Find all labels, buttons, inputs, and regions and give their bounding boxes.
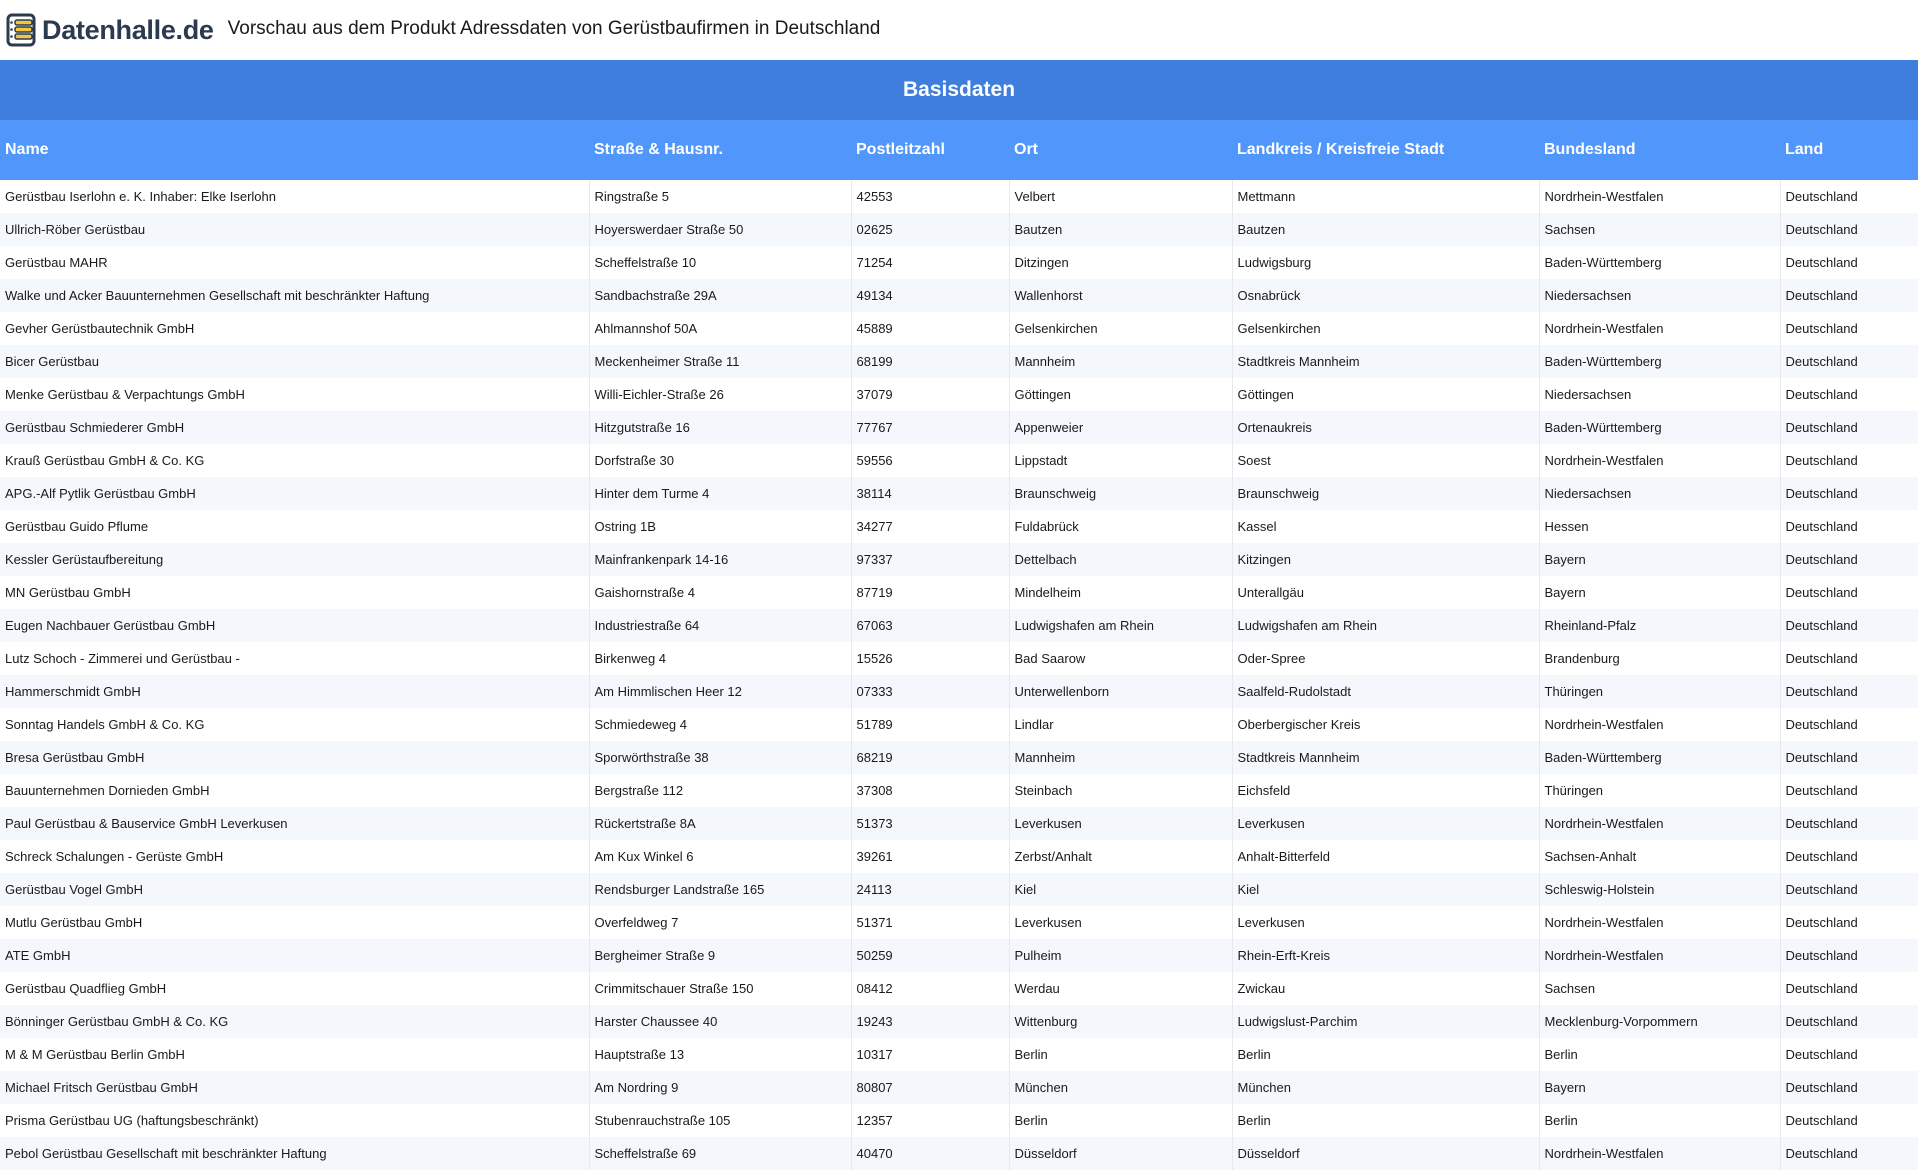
cell-strasse: Hitzgutstraße 16 [589,411,851,444]
cell-land: Deutschland [1780,972,1918,1005]
cell-strasse: Hoyerswerdaer Straße 50 [589,213,851,246]
cell-ort: Appenweier [1009,411,1232,444]
table-body [0,180,1918,1170]
cell-name: Lutz Schoch - Zimmerei und Gerüstbau - [0,642,589,675]
cell-landkreis: Mettmann [1232,180,1539,213]
cell-land: Deutschland [1780,576,1918,609]
table-row [0,1038,1918,1071]
table-row [0,642,1918,675]
cell-land: Deutschland [1780,510,1918,543]
table-row [0,972,1918,1005]
cell-plz: 68219 [851,741,1009,774]
cell-land: Deutschland [1780,1038,1918,1071]
cell-ort: Berlin [1009,1104,1232,1137]
cell-name: Eugen Nachbauer Gerüstbau GmbH [0,609,589,642]
table-row [0,609,1918,642]
cell-landkreis: Kitzingen [1232,543,1539,576]
cell-strasse: Willi-Eichler-Straße 26 [589,378,851,411]
cell-strasse: Industriestraße 64 [589,609,851,642]
cell-landkreis: Ludwigsburg [1232,246,1539,279]
cell-name: Gerüstbau Guido Pflume [0,510,589,543]
cell-landkreis: Osnabrück [1232,279,1539,312]
column-header-land[interactable]: Land [1780,120,1918,180]
cell-land: Deutschland [1780,543,1918,576]
page-title: Vorschau aus dem Produkt Adressdaten von Gerüstbaufirmen in Deutschland [227,18,881,39]
cell-landkreis: Ludwigshafen am Rhein [1232,609,1539,642]
cell-ort: Braunschweig [1009,477,1232,510]
cell-strasse: Scheffelstraße 10 [589,246,851,279]
group-header-row [0,60,1918,120]
table-row [0,213,1918,246]
cell-strasse: Birkenweg 4 [589,642,851,675]
cell-bundesland: Nordrhein-Westfalen [1539,708,1780,741]
cell-strasse: Sandbachstraße 29A [589,279,851,312]
cell-bundesland: Nordrhein-Westfalen [1539,180,1780,213]
cell-ort: Berlin [1009,1038,1232,1071]
cell-landkreis: Düsseldorf [1232,1137,1539,1170]
cell-name: MN Gerüstbau GmbH [0,576,589,609]
column-header-ort[interactable]: Ort [1009,120,1232,180]
cell-ort: Ludwigshafen am Rhein [1009,609,1232,642]
cell-bundesland: Baden-Württemberg [1539,246,1780,279]
cell-name: M & M Gerüstbau Berlin GmbH [0,1038,589,1071]
cell-bundesland: Baden-Württemberg [1539,345,1780,378]
table-row [0,510,1918,543]
table-row [0,1104,1918,1137]
cell-land: Deutschland [1780,477,1918,510]
page-header [0,0,1920,60]
table-row [0,675,1918,708]
cell-strasse: Ostring 1B [589,510,851,543]
cell-plz: 38114 [851,477,1009,510]
cell-bundesland: Hessen [1539,510,1780,543]
cell-plz: 51373 [851,807,1009,840]
cell-plz: 02625 [851,213,1009,246]
cell-bundesland: Sachsen [1539,213,1780,246]
cell-name: Bresa Gerüstbau GmbH [0,741,589,774]
cell-name: Ullrich-Röber Gerüstbau [0,213,589,246]
cell-name: Walke und Acker Bauunternehmen Gesellschaft mit beschränkter Haftung [0,279,589,312]
cell-landkreis: Kassel [1232,510,1539,543]
cell-strasse: Harster Chaussee 40 [589,1005,851,1038]
group-header-basisdaten: Basisdaten [0,60,1918,120]
cell-ort: Zerbst/Anhalt [1009,840,1232,873]
cell-plz: 77767 [851,411,1009,444]
cell-landkreis: Saalfeld-Rudolstadt [1232,675,1539,708]
cell-plz: 87719 [851,576,1009,609]
cell-ort: Leverkusen [1009,807,1232,840]
column-header-name[interactable]: Name [0,120,589,180]
cell-landkreis: Berlin [1232,1104,1539,1137]
cell-land: Deutschland [1780,345,1918,378]
table-row [0,180,1918,213]
table-row [0,1137,1918,1170]
address-table [0,60,1918,1170]
cell-bundesland: Berlin [1539,1104,1780,1137]
cell-landkreis: Oder-Spree [1232,642,1539,675]
table-row [0,411,1918,444]
cell-plz: 19243 [851,1005,1009,1038]
cell-ort: Bautzen [1009,213,1232,246]
cell-bundesland: Thüringen [1539,675,1780,708]
cell-landkreis: Eichsfeld [1232,774,1539,807]
cell-strasse: Ringstraße 5 [589,180,851,213]
cell-name: Bauunternehmen Dornieden GmbH [0,774,589,807]
cell-name: Pebol Gerüstbau Gesellschaft mit beschränkter Haftung [0,1137,589,1170]
cell-bundesland: Sachsen-Anhalt [1539,840,1780,873]
cell-bundesland: Berlin [1539,1038,1780,1071]
cell-plz: 07333 [851,675,1009,708]
cell-strasse: Rendsburger Landstraße 165 [589,873,851,906]
table-row [0,246,1918,279]
cell-ort: Mannheim [1009,741,1232,774]
cell-landkreis: Braunschweig [1232,477,1539,510]
cell-name: Gerüstbau MAHR [0,246,589,279]
cell-land: Deutschland [1780,378,1918,411]
cell-landkreis: Zwickau [1232,972,1539,1005]
cell-landkreis: Göttingen [1232,378,1539,411]
cell-name: Hammerschmidt GmbH [0,675,589,708]
cell-name: Gevher Gerüstbautechnik GmbH [0,312,589,345]
cell-bundesland: Nordrhein-Westfalen [1539,939,1780,972]
cell-ort: Düsseldorf [1009,1137,1232,1170]
cell-strasse: Overfeldweg 7 [589,906,851,939]
column-header-landkreis[interactable]: Landkreis / Kreisfreie Stadt [1232,120,1539,180]
cell-ort: München [1009,1071,1232,1104]
cell-land: Deutschland [1780,906,1918,939]
column-header-row [0,120,1918,180]
cell-strasse: Dorfstraße 30 [589,444,851,477]
cell-ort: Werdau [1009,972,1232,1005]
table-row [0,477,1918,510]
cell-plz: 34277 [851,510,1009,543]
cell-plz: 51371 [851,906,1009,939]
cell-land: Deutschland [1780,609,1918,642]
cell-name: Sonntag Handels GmbH & Co. KG [0,708,589,741]
cell-ort: Kiel [1009,873,1232,906]
cell-bundesland: Bayern [1539,543,1780,576]
table-row [0,444,1918,477]
cell-plz: 80807 [851,1071,1009,1104]
cell-ort: Ditzingen [1009,246,1232,279]
table-row [0,939,1918,972]
cell-ort: Lippstadt [1009,444,1232,477]
table-row [0,708,1918,741]
cell-bundesland: Brandenburg [1539,642,1780,675]
table-row [0,873,1918,906]
table-row [0,543,1918,576]
cell-bundesland: Baden-Württemberg [1539,741,1780,774]
cell-strasse: Hauptstraße 13 [589,1038,851,1071]
cell-ort: Wallenhorst [1009,279,1232,312]
cell-name: Gerüstbau Quadflieg GmbH [0,972,589,1005]
table-row [0,840,1918,873]
cell-strasse: Am Nordring 9 [589,1071,851,1104]
cell-bundesland: Sachsen [1539,972,1780,1005]
cell-bundesland: Nordrhein-Westfalen [1539,312,1780,345]
cell-land: Deutschland [1780,840,1918,873]
cell-landkreis: München [1232,1071,1539,1104]
cell-land: Deutschland [1780,213,1918,246]
cell-name: Gerüstbau Iserlohn e. K. Inhaber: Elke Iserlohn [0,180,589,213]
cell-landkreis: Oberbergischer Kreis [1232,708,1539,741]
cell-ort: Göttingen [1009,378,1232,411]
cell-landkreis: Ludwigslust-Parchim [1232,1005,1539,1038]
cell-bundesland: Thüringen [1539,774,1780,807]
cell-landkreis: Gelsenkirchen [1232,312,1539,345]
cell-landkreis: Soest [1232,444,1539,477]
cell-bundesland: Schleswig-Holstein [1539,873,1780,906]
cell-name: Menke Gerüstbau & Verpachtungs GmbH [0,378,589,411]
cell-plz: 42553 [851,180,1009,213]
cell-land: Deutschland [1780,774,1918,807]
cell-strasse: Gaishornstraße 4 [589,576,851,609]
cell-name: Gerüstbau Schmiederer GmbH [0,411,589,444]
cell-plz: 39261 [851,840,1009,873]
data-table-container [0,60,1918,1170]
column-header-strasse[interactable]: Straße & Hausnr. [589,120,851,180]
cell-plz: 08412 [851,972,1009,1005]
table-row [0,774,1918,807]
cell-land: Deutschland [1780,444,1918,477]
cell-land: Deutschland [1780,675,1918,708]
cell-bundesland: Nordrhein-Westfalen [1539,906,1780,939]
cell-ort: Bad Saarow [1009,642,1232,675]
cell-name: Prisma Gerüstbau UG (haftungsbeschränkt) [0,1104,589,1137]
cell-land: Deutschland [1780,1137,1918,1170]
cell-strasse: Mainfrankenpark 14-16 [589,543,851,576]
column-header-plz[interactable]: Postleitzahl [851,120,1009,180]
cell-land: Deutschland [1780,246,1918,279]
cell-ort: Velbert [1009,180,1232,213]
cell-bundesland: Baden-Württemberg [1539,411,1780,444]
cell-strasse: Rückertstraße 8A [589,807,851,840]
cell-plz: 24113 [851,873,1009,906]
cell-ort: Steinbach [1009,774,1232,807]
cell-land: Deutschland [1780,873,1918,906]
column-header-bundesland[interactable]: Bundesland [1539,120,1780,180]
cell-strasse: Ahlmannshof 50A [589,312,851,345]
cell-name: Michael Fritsch Gerüstbau GmbH [0,1071,589,1104]
table-row [0,576,1918,609]
cell-strasse: Hinter dem Turme 4 [589,477,851,510]
table-row [0,312,1918,345]
cell-strasse: Crimmitschauer Straße 150 [589,972,851,1005]
table-row [0,1071,1918,1104]
cell-name: Bönninger Gerüstbau GmbH & Co. KG [0,1005,589,1038]
cell-plz: 68199 [851,345,1009,378]
cell-name: Gerüstbau Vogel GmbH [0,873,589,906]
cell-plz: 12357 [851,1104,1009,1137]
cell-landkreis: Kiel [1232,873,1539,906]
cell-land: Deutschland [1780,279,1918,312]
cell-ort: Gelsenkirchen [1009,312,1232,345]
cell-strasse: Schmiedeweg 4 [589,708,851,741]
cell-strasse: Bergheimer Straße 9 [589,939,851,972]
cell-land: Deutschland [1780,180,1918,213]
logo[interactable] [6,10,214,50]
cell-strasse: Meckenheimer Straße 11 [589,345,851,378]
table-row [0,807,1918,840]
cell-name: Mutlu Gerüstbau GmbH [0,906,589,939]
cell-landkreis: Ortenaukreis [1232,411,1539,444]
cell-landkreis: Anhalt-Bitterfeld [1232,840,1539,873]
cell-plz: 15526 [851,642,1009,675]
cell-plz: 40470 [851,1137,1009,1170]
cell-landkreis: Bautzen [1232,213,1539,246]
cell-bundesland: Niedersachsen [1539,279,1780,312]
table-row [0,906,1918,939]
cell-ort: Dettelbach [1009,543,1232,576]
cell-bundesland: Nordrhein-Westfalen [1539,807,1780,840]
cell-strasse: Am Kux Winkel 6 [589,840,851,873]
cell-landkreis: Stadtkreis Mannheim [1232,345,1539,378]
cell-land: Deutschland [1780,642,1918,675]
cell-land: Deutschland [1780,807,1918,840]
cell-land: Deutschland [1780,708,1918,741]
cell-plz: 59556 [851,444,1009,477]
cell-landkreis: Stadtkreis Mannheim [1232,741,1539,774]
cell-bundesland: Nordrhein-Westfalen [1539,1137,1780,1170]
cell-land: Deutschland [1780,1104,1918,1137]
cell-plz: 67063 [851,609,1009,642]
cell-bundesland: Niedersachsen [1539,378,1780,411]
cell-name: Schreck Schalungen - Gerüste GmbH [0,840,589,873]
cell-plz: 49134 [851,279,1009,312]
cell-strasse: Sporwörthstraße 38 [589,741,851,774]
table-row [0,1005,1918,1038]
cell-plz: 10317 [851,1038,1009,1071]
cell-bundesland: Bayern [1539,576,1780,609]
cell-bundesland: Niedersachsen [1539,477,1780,510]
table-row [0,741,1918,774]
cell-ort: Leverkusen [1009,906,1232,939]
cell-plz: 37079 [851,378,1009,411]
cell-ort: Unterwellenborn [1009,675,1232,708]
cell-landkreis: Leverkusen [1232,906,1539,939]
cell-bundesland: Nordrhein-Westfalen [1539,444,1780,477]
cell-plz: 97337 [851,543,1009,576]
table-row [0,378,1918,411]
cell-bundesland: Mecklenburg-Vorpommern [1539,1005,1780,1038]
cell-plz: 37308 [851,774,1009,807]
cell-land: Deutschland [1780,939,1918,972]
cell-landkreis: Leverkusen [1232,807,1539,840]
cell-name: ATE GmbH [0,939,589,972]
cell-strasse: Scheffelstraße 69 [589,1137,851,1170]
cell-strasse: Stubenrauchstraße 105 [589,1104,851,1137]
cell-plz: 50259 [851,939,1009,972]
cell-plz: 71254 [851,246,1009,279]
cell-name: Krauß Gerüstbau GmbH & Co. KG [0,444,589,477]
cell-ort: Fuldabrück [1009,510,1232,543]
table-row [0,279,1918,312]
cell-ort: Mindelheim [1009,576,1232,609]
cell-land: Deutschland [1780,312,1918,345]
logo-text: Datenhalle.de [42,14,214,45]
database-logo-icon [6,13,38,47]
cell-ort: Pulheim [1009,939,1232,972]
cell-land: Deutschland [1780,411,1918,444]
cell-name: APG.-Alf Pytlik Gerüstbau GmbH [0,477,589,510]
cell-bundesland: Rheinland-Pfalz [1539,609,1780,642]
cell-plz: 45889 [851,312,1009,345]
cell-landkreis: Berlin [1232,1038,1539,1071]
cell-name: Kessler Gerüstaufbereitung [0,543,589,576]
cell-name: Paul Gerüstbau & Bauservice GmbH Leverkusen [0,807,589,840]
cell-strasse: Am Himmlischen Heer 12 [589,675,851,708]
cell-ort: Wittenburg [1009,1005,1232,1038]
cell-landkreis: Rhein-Erft-Kreis [1232,939,1539,972]
cell-land: Deutschland [1780,741,1918,774]
cell-land: Deutschland [1780,1071,1918,1104]
cell-ort: Mannheim [1009,345,1232,378]
cell-bundesland: Bayern [1539,1071,1780,1104]
table-row [0,345,1918,378]
cell-ort: Lindlar [1009,708,1232,741]
cell-land: Deutschland [1780,1005,1918,1038]
cell-name: Bicer Gerüstbau [0,345,589,378]
cell-plz: 51789 [851,708,1009,741]
cell-landkreis: Unterallgäu [1232,576,1539,609]
cell-strasse: Bergstraße 112 [589,774,851,807]
